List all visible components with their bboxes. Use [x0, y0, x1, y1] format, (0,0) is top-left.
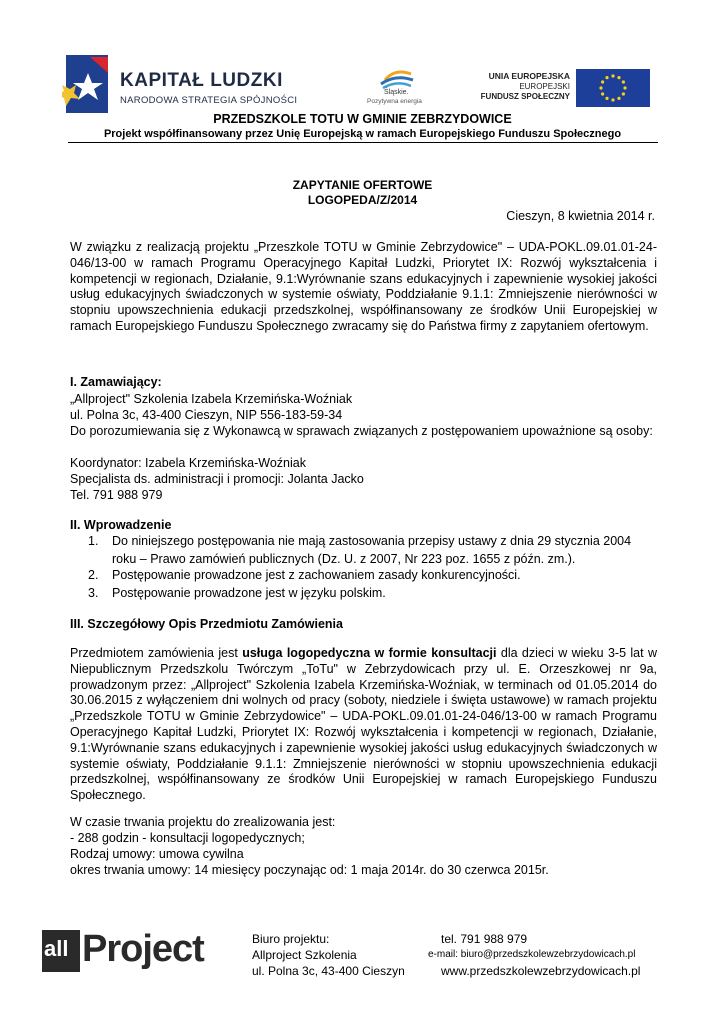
eu-star-icon [611, 98, 614, 101]
logo-project-text: Project [82, 928, 204, 970]
office-name: Allproject Szkolenia [252, 948, 357, 962]
eu-star-icon [605, 76, 608, 79]
eu-star-icon [601, 80, 604, 83]
order-description: Przedmiotem zamówienia jest usługa logopedyczna w formie konsultacji dla dzieci w wieku 3-5 lat w Niepublicznym Przedszkolu Twórczym „ToTu" w Zebrzydowicach przy ul. E. Orzeszkowej nr 9a, prowadzonym przez: „Allproject" Szkolenia Izabela Krzemińska-Woźniak, w terminach od 01.05.2014 do 30.06.2015 z wyłączeniem dni wolnych od pracy (soboty, niedziele i święta ustawowe) w ramach projektu „Przedszkole TOTU w Gminie Zebrzydowice" – UDA-POKL.09.01.01-24-046/13-00 w ramach Programu Operacyjnego Kapitał Ludzki, Priorytet IX: Rozwój wykształcenia i kompetencji w regionach, Działanie, 9.1:Wyrównanie szans edukacyjnych i zapewnienie wysokiej jakości usług edukacyjnych świadczonych w systemie oświaty, Poddziałanie 9.1.1: Zmniejszenie nierówności w stopniu upowszechnienia edukacji przedszkolnej, współfinansowany ze środków Unii Europejskiej w ramach Europejskiego Funduszu Społecznego. [70, 646, 657, 803]
eu-star-icon [601, 92, 604, 95]
section-1-heading: I. Zamawiający: [70, 375, 162, 389]
list-item: Do niniejszego postępowania nie mają zastosowania przepisy ustawy z dnia 29 stycznia 2004 roku – Prawo zamówień publicznych (Dz. U. z 2007, Nr 223 poz. 1655 z późn. zm.). [112, 534, 632, 566]
specialist: Specjalista ds. administracji i promocji: Jolanta Jacko [70, 472, 364, 486]
doc-date: Cieszyn, 8 kwietnia 2014 r. [506, 209, 655, 223]
scope-hours: - 288 godzin - konsultacji logopedycznych; [70, 831, 305, 845]
service-name: usługa logopedyczna w formie konsultacji [242, 646, 497, 660]
eu-star-icon [617, 76, 620, 79]
eu-star-icon [599, 86, 602, 89]
ue-label-line1: UNIA EUROPEJSKA [488, 71, 570, 81]
project-cofinancing-note: Projekt współfinansowany przez Unię Europejską w ramach Europejskiego Funduszu Społecznego [103, 128, 622, 140]
eu-star-icon [605, 97, 608, 100]
kapital-ludzki-logo [62, 55, 110, 115]
doc-title: ZAPYTANIE OFERTOWE [292, 178, 433, 192]
list-item: Postępowanie prowadzone jest z zachowaniem zasady konkurencyjności. [112, 568, 521, 582]
kapital-ludzki-subtitle: NARODOWA STRATEGIA SPÓJNOŚCI [120, 95, 298, 106]
list-number: 1. [88, 534, 99, 548]
eu-star-icon [611, 74, 614, 77]
kapital-ludzki-title: KAPITAŁ LUDZKI [120, 70, 283, 91]
ue-label-line2: EUROPEJSKI [519, 82, 570, 91]
ordering-party-name: „Allproject" Szkolenia Izabela Krzemińska-Woźniak [70, 392, 353, 406]
coordinator: Koordynator: Izabela Krzemińska-Woźniak [70, 456, 306, 470]
eu-star-icon [622, 92, 625, 95]
eu-flag-icon [576, 69, 650, 107]
slaskie-tagline: Pozytywna energia [367, 98, 422, 105]
section-3-heading: III. Szczegółowy Opis Przedmiotu Zamówienia [70, 617, 343, 631]
contract-type: Rodzaj umowy: umowa cywilna [70, 847, 244, 861]
office-address: ul. Polna 3c, 43-400 Cieszyn [252, 964, 405, 978]
ordering-party-address: ul. Polna 3c, 43-400 Cieszyn, NIP 556-183-59-34 [70, 408, 343, 422]
header-divider [68, 142, 658, 143]
list-item: Postępowanie prowadzone jest w języku polskim. [112, 586, 386, 600]
logo-all-text: all [44, 936, 69, 961]
list-number: 2. [88, 568, 99, 582]
eu-star-icon [622, 80, 625, 83]
list-number: 3. [88, 586, 99, 600]
footer-email: e-mail: biuro@przedszkolewzebrzydowicach.pl [428, 949, 636, 960]
office-label: Biuro projektu: [252, 932, 330, 946]
phone-number: Tel. 791 988 979 [70, 488, 163, 502]
school-title: PRZEDSZKOLE TOTU W GMINIE ZEBRZYDOWICE [213, 112, 512, 126]
slaskie-name: Śląskie. [384, 89, 409, 96]
contract-period: okres trwania umowy: 14 miesięcy poczynając od: 1 maja 2014r. do 30 czerwca 2015r. [70, 863, 549, 877]
contact-note: Do porozumiewania się z Wykonawcą w sprawach związanych z postępowaniem upoważnione są osoby: [70, 424, 653, 438]
intro-paragraph: W związku z realizacją projektu „Przeszkole TOTU w Gminie Zebrzydowice" – UDA-POKL.09.01.01-24-046/13-00 w ramach Programu Operacyjnego Kapitał Ludzki, Priorytet IX: Rozwój wykształcenia i kompetencji w regionach, Działanie, 9.1:Wyrównanie szans edukacyjnych i zapewnienie wysokiej jakości usług edukacyjnych świadczonych w systemie oświaty, Poddziałanie 9.1.1: Zmniejszenie nierówności w stopniu upowszechnienia edukacji przedszkolnej, współfinansowany ze środków Unii Europejskiej w ramach Europejskiego Funduszu Społecznego zwracamy się do Państwa firmy z zapytaniem ofertowym. [70, 240, 657, 333]
doc-reference: LOGOPEDA/Z/2014 [307, 193, 418, 207]
eu-star-icon [623, 86, 626, 89]
ue-label-line3: FUNDUSZ SPOŁECZNY [480, 92, 570, 101]
scope-intro: W czasie trwania projektu do zrealizowania jest: [70, 815, 336, 829]
eu-star-icon [617, 97, 620, 100]
section-2-heading: II. Wprowadzenie [70, 518, 172, 532]
footer-website[interactable]: www.przedszkolewzebrzydowicach.pl [441, 964, 641, 978]
footer-phone: tel. 791 988 979 [441, 932, 528, 946]
